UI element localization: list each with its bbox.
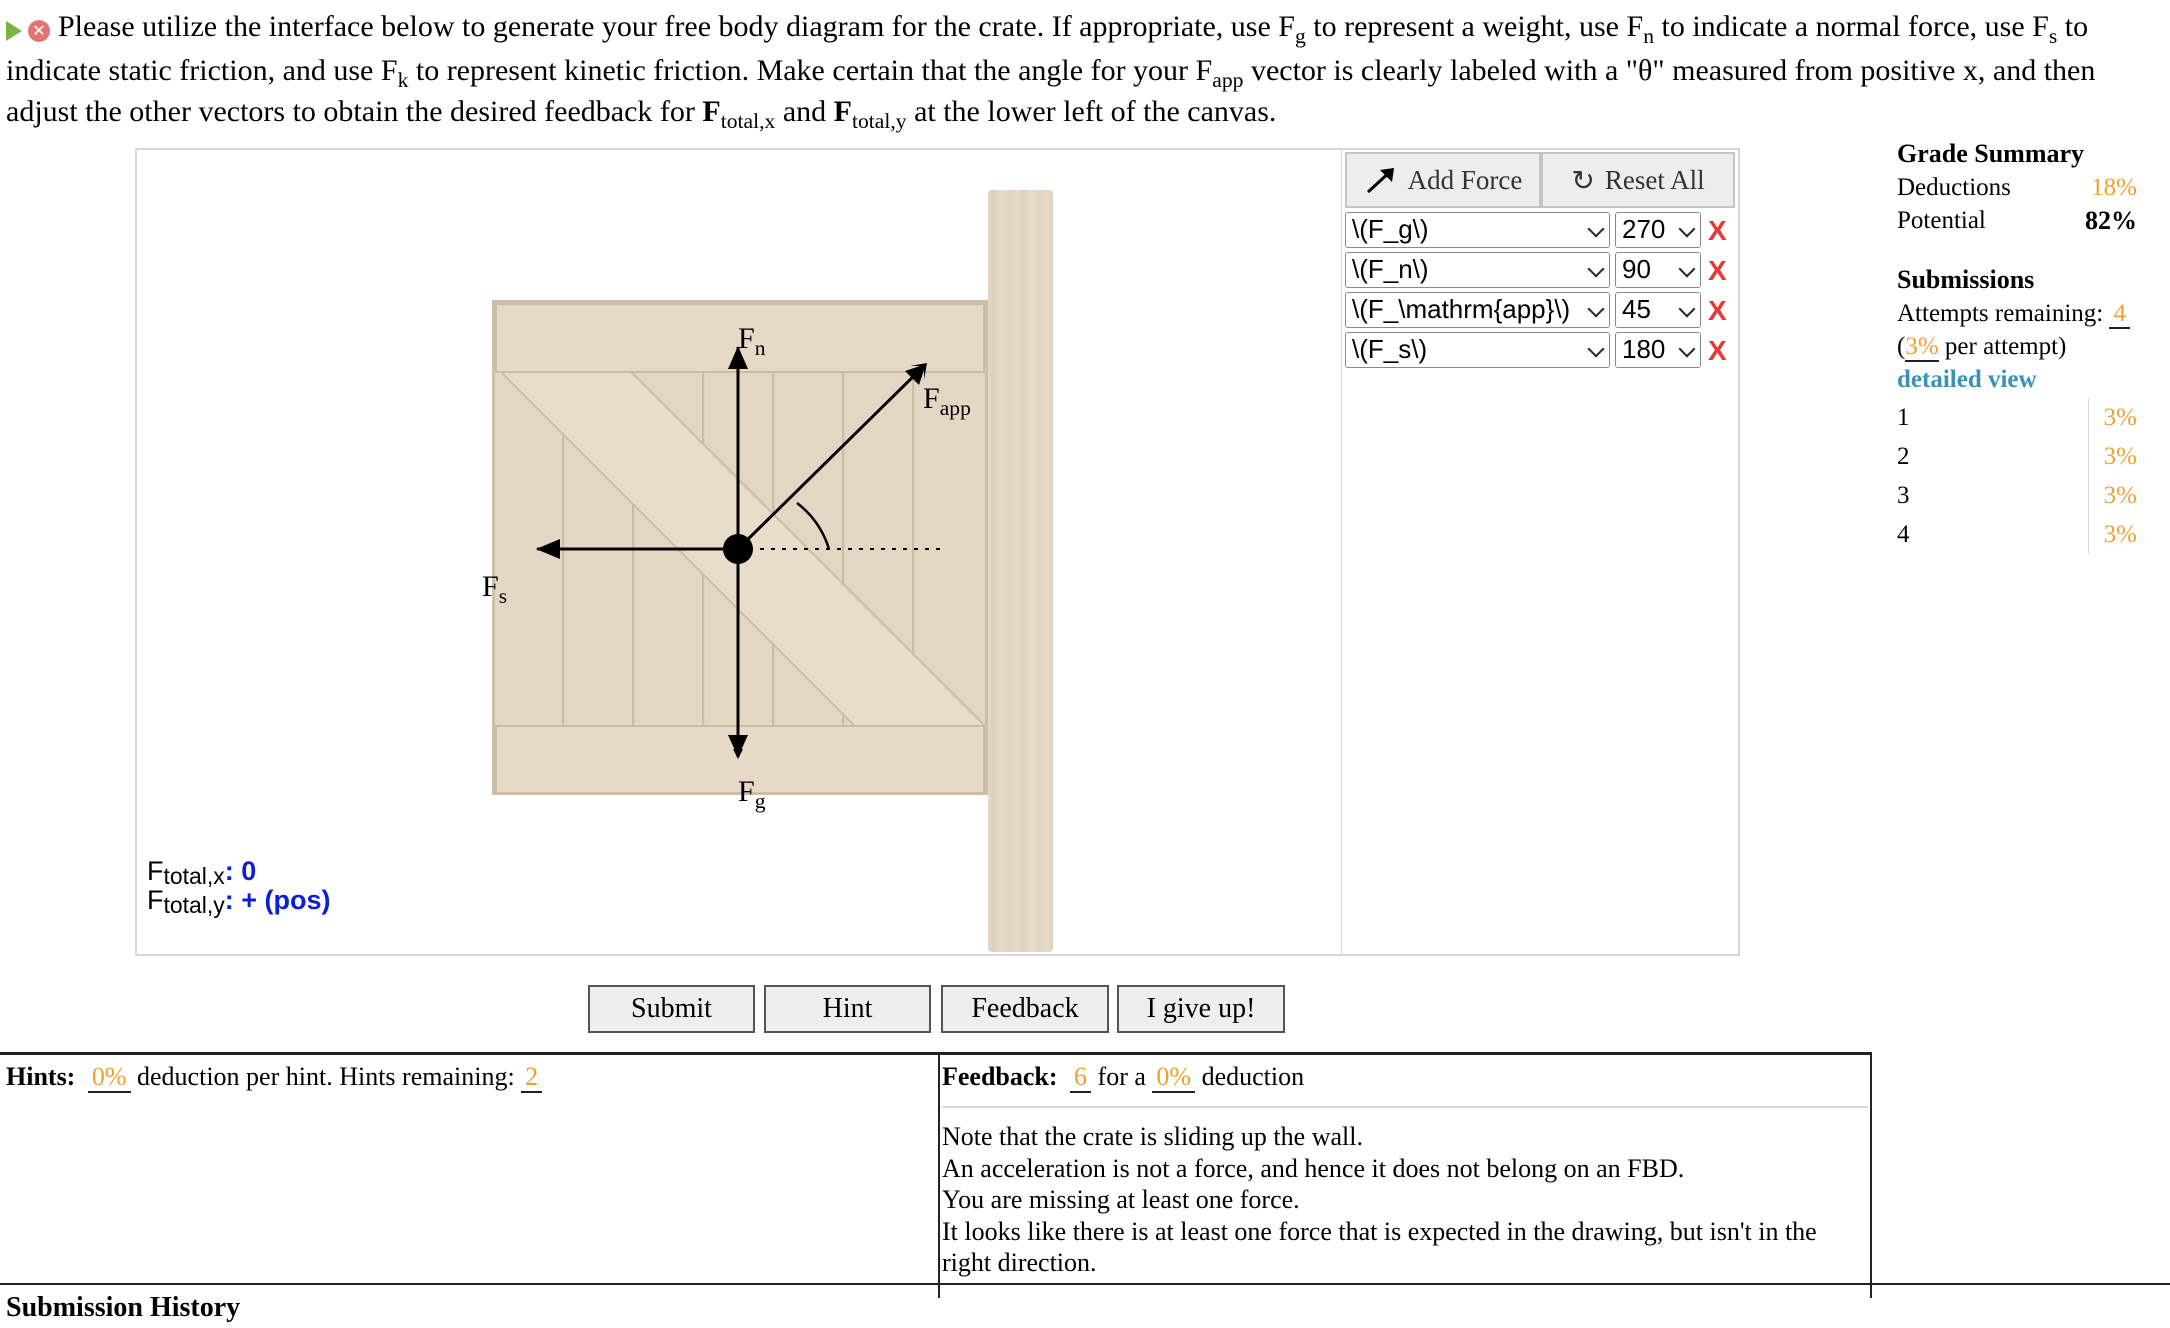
force-name-select[interactable]: \(F_g\): [1345, 212, 1610, 248]
divider: [0, 1283, 2170, 1285]
add-force-button[interactable]: [1345, 152, 1541, 208]
attempt-row: 3 3%: [1897, 476, 2137, 515]
grade-summary-title: Grade Summary: [1897, 139, 2085, 168]
attempt-row: 2 3%: [1897, 437, 2137, 476]
chevron-down-icon: [1679, 341, 1696, 358]
attempts-remaining: Attempts remaining: 4: [1897, 297, 2137, 330]
chevron-down-icon: [1588, 221, 1605, 238]
delete-force-icon[interactable]: X: [1708, 215, 1727, 246]
force-angle-select[interactable]: 180: [1615, 332, 1701, 368]
per-attempt: (3% per attempt): [1897, 333, 2067, 360]
net-force-y: $F_{total,y}$: + (pos): [147, 885, 331, 919]
delete-force-icon[interactable]: X: [1708, 295, 1727, 326]
submission-history-heading: Submission History: [6, 1292, 241, 1323]
feedback-line: You are missing at least one force.: [942, 1185, 1300, 1214]
delete-force-icon[interactable]: X: [1708, 255, 1727, 286]
feedback-header: Feedback: 6 for a 0% deduction: [942, 1062, 1305, 1091]
fg-arrowhead: [728, 735, 748, 757]
incorrect-icon: ✕: [28, 20, 50, 42]
feedback-messages: [942, 1121, 1817, 1279]
fapp-vector: [738, 366, 924, 549]
chevron-down-icon: [1679, 261, 1696, 278]
potential-row: Potential 82%: [1897, 206, 2137, 235]
detailed-view-link[interactable]: detailed view: [1897, 366, 2037, 393]
deductions-row: Deductions 18%: [1897, 174, 2137, 201]
attempt-row: 4 3%: [1897, 515, 2137, 554]
submit-button[interactable]: Submit: [588, 985, 755, 1033]
fn-label: $F_n$: [738, 322, 766, 360]
reset-icon: ↻: [1571, 163, 1595, 197]
force-angle-select[interactable]: 90: [1615, 252, 1701, 288]
feedback-line: Note that the crate is sliding up the wall.: [942, 1122, 1363, 1151]
question-text: ✕ Please utilize the interface below to generate your free body diagram for the crate. If appropriate, use $F_g$ to represent a weight, use $F_n$ to indicate a normal force, use $F_s$ to indicate static friction, and use $F_k$ to represent kinetic friction. Make certain that the angle for your $F_{app}$ vector is clearly labeled with a "θ" measured from positive x, and then adjust the other vectors to obtain the desired feedback for $F_{total,x}$ and $F_{total,y}$ at the lower left of the canvas.: [6, 10, 2096, 134]
force-name-select[interactable]: \(F_n\): [1345, 252, 1610, 288]
chevron-down-icon: [1588, 261, 1605, 278]
fapp-label: $F_{app}$: [923, 382, 971, 420]
feedback-divider: [942, 1106, 1868, 1108]
attempt-row: 1 3%: [1897, 398, 2137, 437]
chevron-down-icon: [1588, 301, 1605, 318]
force-angle-select[interactable]: 270: [1615, 212, 1701, 248]
add-force-label: Add Force: [1407, 164, 1523, 195]
chevron-down-icon: [1679, 301, 1696, 318]
chevron-down-icon: [1679, 221, 1696, 238]
grade-summary: [1897, 137, 2137, 554]
fg-label: $F_g$: [738, 775, 766, 813]
force-name-select[interactable]: \(F_s\): [1345, 332, 1610, 368]
submissions-title: Submissions: [1897, 265, 2035, 294]
crate-center-dot: [723, 534, 753, 564]
fs-label: $F_s$: [482, 570, 508, 608]
reset-all-button[interactable]: [1541, 152, 1735, 208]
force-angle-select[interactable]: 45: [1615, 292, 1701, 328]
hint-button[interactable]: Hint: [764, 985, 931, 1033]
delete-force-icon[interactable]: X: [1708, 335, 1727, 366]
force-panel: [1341, 148, 1740, 956]
hints-info: Hints: 0% deduction per hint. Hints remaining: 2: [6, 1060, 542, 1094]
force-name-select[interactable]: \(F_\mathrm{app}\): [1345, 292, 1610, 328]
net-force-x: $F_{total,x}$: 0: [147, 856, 257, 890]
feedback-line: It looks like there is at least one force that is expected in the drawing, but isn't in the: [942, 1216, 1817, 1246]
theta-arc: [797, 503, 829, 549]
give-up-button[interactable]: I give up!: [1117, 985, 1285, 1033]
fs-arrowhead: [536, 539, 560, 559]
arrow-icon: [1364, 165, 1398, 195]
reset-all-label: Reset All: [1604, 164, 1705, 195]
chevron-down-icon: [1588, 341, 1605, 358]
feedback-button[interactable]: Feedback: [941, 985, 1109, 1033]
net-force-readout: [147, 856, 331, 919]
feedback-line: An acceleration is not a force, and hence it does not belong on an FBD.: [942, 1153, 1685, 1183]
feedback-line: right direction.: [942, 1248, 1097, 1277]
